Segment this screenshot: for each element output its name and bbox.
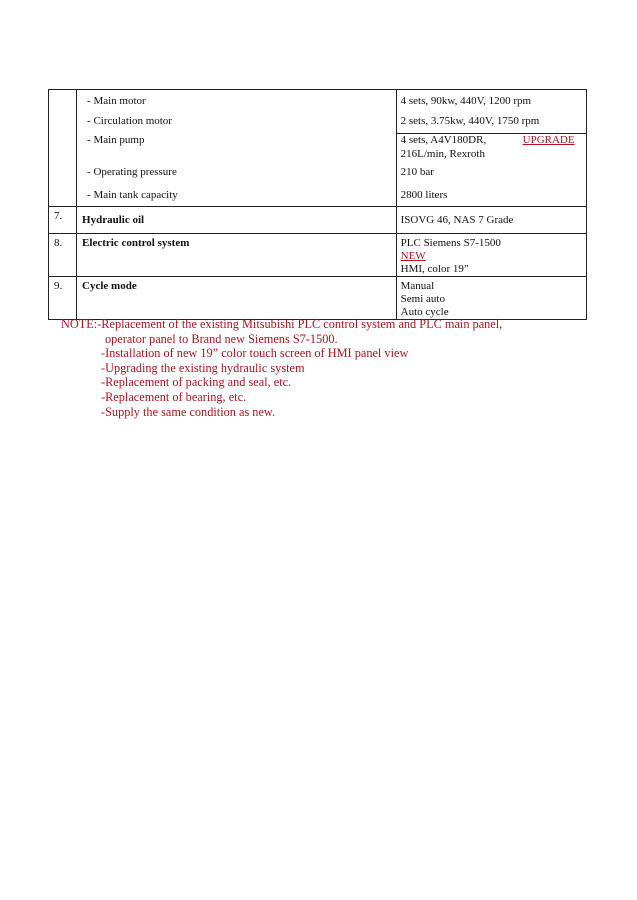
main-pump-value-line2: 216L/min, Rexroth [400,148,485,160]
row-number: 8. [49,234,77,277]
table-row-motors [49,90,587,207]
spec-table [48,89,587,320]
circulation-motor-value: 2 sets, 3.75kw, 440V, 1750 rpm [400,115,540,127]
item-circulation-motor-label: - Circulation motor [87,115,172,127]
row-title: Electric control system [77,234,397,277]
row-values [396,277,586,320]
note-line-2: operator panel to Brand new Siemens S7-1500. [105,331,338,346]
table-row-hydraulic-oil [49,207,587,234]
item-main-motor-label: - Main motor [87,95,146,107]
note-item: -Replacement of bearing, etc. [101,389,247,404]
hmi-value: HMI, color 19” [400,263,469,275]
row-values [396,234,586,277]
table-row-electric-control [49,234,587,277]
item-main-tank-label: - Main tank capacity [87,189,178,201]
row-title: Hydraulic oil [77,207,397,234]
main-tank-value: 2800 liters [400,189,448,201]
table-row-cycle-mode [49,277,587,320]
row-number-cell [49,90,77,207]
row-number: 9. [49,277,77,320]
row-title: Cycle mode [77,277,397,320]
cycle-manual: Manual [400,280,435,292]
item-main-pump-label: - Main pump [87,134,145,146]
note-item: -Replacement of packing and seal, etc. [101,375,292,390]
note-item: -Supply the same condition as new. [101,404,276,419]
main-pump-value-line1: 4 sets, A4V180DR, [400,134,487,146]
value-cell [396,90,586,207]
row-number: 7. [49,207,77,234]
plc-value: PLC Siemens S7-1500 [400,237,501,249]
note-item: -Upgrading the existing hydraulic system [101,360,305,375]
cycle-semi-auto: Semi auto [400,293,445,305]
row-values [396,207,586,234]
new-tag: NEW [400,250,426,262]
note-item: -Installation of new 19” color touch screen of HMI panel view [101,346,409,361]
item-cell [77,90,397,207]
note-line-1: NOTE:-Replacement of the existing Mitsubishi PLC control system and PLC main panel, [61,317,503,331]
item-operating-pressure-label: - Operating pressure [87,166,177,178]
main-motor-value: 4 sets, 90kw, 440V, 1200 rpm [400,95,532,107]
operating-pressure-value: 210 bar [400,166,434,178]
cycle-auto: Auto cycle [400,306,449,318]
upgrade-tag: UPGRADE [522,134,575,146]
note-block [61,317,621,419]
hydraulic-oil-value: ISOVG 46, NAS 7 Grade [400,214,514,226]
